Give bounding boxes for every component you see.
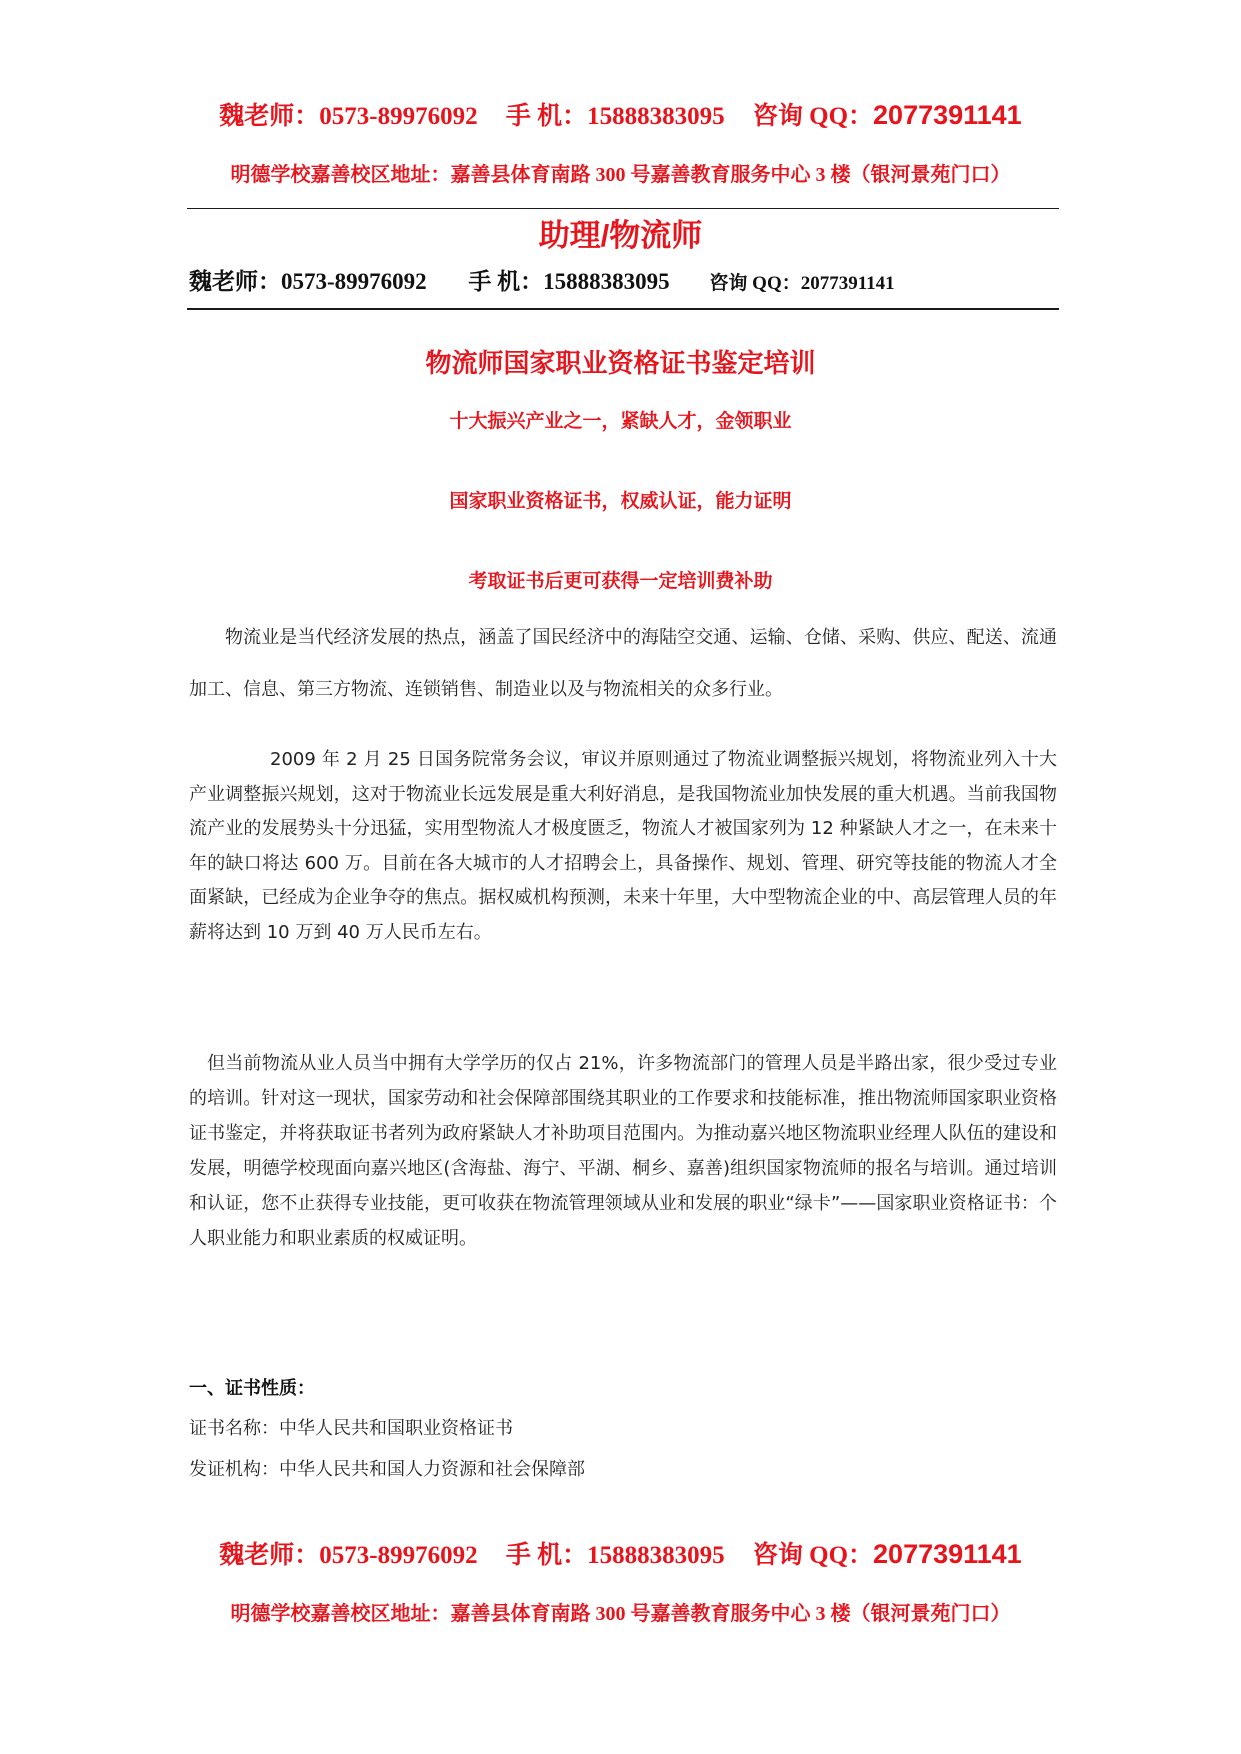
top-contact-mobile: 手 机：15888383095 xyxy=(505,103,725,130)
paragraph-text: 物流业是当代经济发展的热点，涵盖了国民经济中的海陆空交通、运输、仓储、采购、供应、配送、流通加工、信息、第三方物流、连锁销售、制造业以及与物流相关的众多行业。 xyxy=(189,627,1057,700)
black-contact-teacher: 魏老师：0573-89976092 xyxy=(189,269,427,294)
issuing-authority: 发证机构：中华人民共和国人力资源和社会保障部 xyxy=(189,1459,585,1480)
header-divider xyxy=(187,208,1059,209)
top-address-line: 明德学校嘉善校区地址：嘉善县体育南路 300 号嘉善教育服务中心 3 楼（银河景苑门口） xyxy=(230,164,1011,186)
section-heading: 一、证书性质： xyxy=(189,1378,315,1399)
bottom-contact-qq-label: 咨询 QQ： xyxy=(752,1542,874,1569)
slogan-2: 国家职业资格证书，权威认证，能力证明 xyxy=(449,491,792,512)
title-divider xyxy=(187,308,1059,310)
top-contact-qq-number: 2077391141 xyxy=(873,100,1022,130)
bottom-address-line: 明德学校嘉善校区地址：嘉善县体育南路 300 号嘉善教育服务中心 3 楼（银河景苑门口） xyxy=(230,1603,1011,1625)
paragraph-training xyxy=(189,1046,1057,1256)
paragraph-text: 2009 年 2 月 25 日国务院常务会议，审议并原则通过了物流业调整振兴规划，将物流业列入十大产业调整振兴规划，这对于物流业长远发展是重大利好消息，是我国物流业加快发展的重大机遇。当前我国物流产业的发展势头十分迅猛，实用型物流人才极度匮乏，物流人才被国家列为 12 种紧缺人才之一，在未来十年的缺口将达 600 万。目前在各大城市的人才招聘会上，具备操作、规划、管理、研究等技能的物流人才全面紧缺，已经成为企业争夺的焦点。据权威机构预测，未来十年里，大中型物流企业的中、高层管理人员的年薪将达到 10 万到 40 万人民币左右。 xyxy=(189,749,1057,943)
bottom-contact-teacher: 魏老师：0573-89976092 xyxy=(219,1542,478,1569)
document-title: 物流师国家职业资格证书鉴定培训 xyxy=(425,348,816,378)
paragraph-policy xyxy=(189,743,1057,950)
bottom-contact-mobile: 手 机：15888383095 xyxy=(505,1542,725,1569)
paragraph-text: 但当前物流从业人员当中拥有大学学历的仅占 21%，许多物流部门的管理人员是半路出家，很少受过专业的培训。针对这一现状，国家劳动和社会保障部围绕其职业的工作要求和技能标准，推出物流师国家职业资格证书鉴定，并将获取证书者列为政府紧缺人才补助项目范围内。为推动嘉兴地区物流职业经理人队伍的建设和发展，明德学校现面向嘉兴地区(含海盐、海宁、平湖、桐乡、嘉善)组织国家物流师的报名与培训。通过培训和认证，您不止获得专业技能，更可收获在物流管理领域从业和发展的职业“绿卡”——国家职业资格证书：个人职业能力和职业素质的权威证明。 xyxy=(189,1053,1057,1249)
top-contact-line xyxy=(0,96,1241,132)
paragraph-intro xyxy=(189,612,1057,716)
slogan-1: 十大振兴产业之一，紧缺人才，金领职业 xyxy=(449,411,792,432)
black-contact-line xyxy=(189,263,895,296)
black-contact-mobile: 手 机：15888383095 xyxy=(468,269,670,294)
top-contact-qq-label: 咨询 QQ： xyxy=(752,103,874,130)
bottom-contact-qq-number: 2077391141 xyxy=(873,1539,1022,1569)
top-contact-teacher: 魏老师：0573-89976092 xyxy=(219,103,478,130)
certificate-name: 证书名称：中华人民共和国职业资格证书 xyxy=(189,1418,513,1439)
bottom-contact-line xyxy=(0,1535,1241,1571)
slogan-3: 考取证书后更可获得一定培训费补助 xyxy=(468,571,773,592)
main-heading: 助理/物流师 xyxy=(538,218,703,253)
black-contact-qq: 咨询 QQ：2077391141 xyxy=(709,273,895,294)
